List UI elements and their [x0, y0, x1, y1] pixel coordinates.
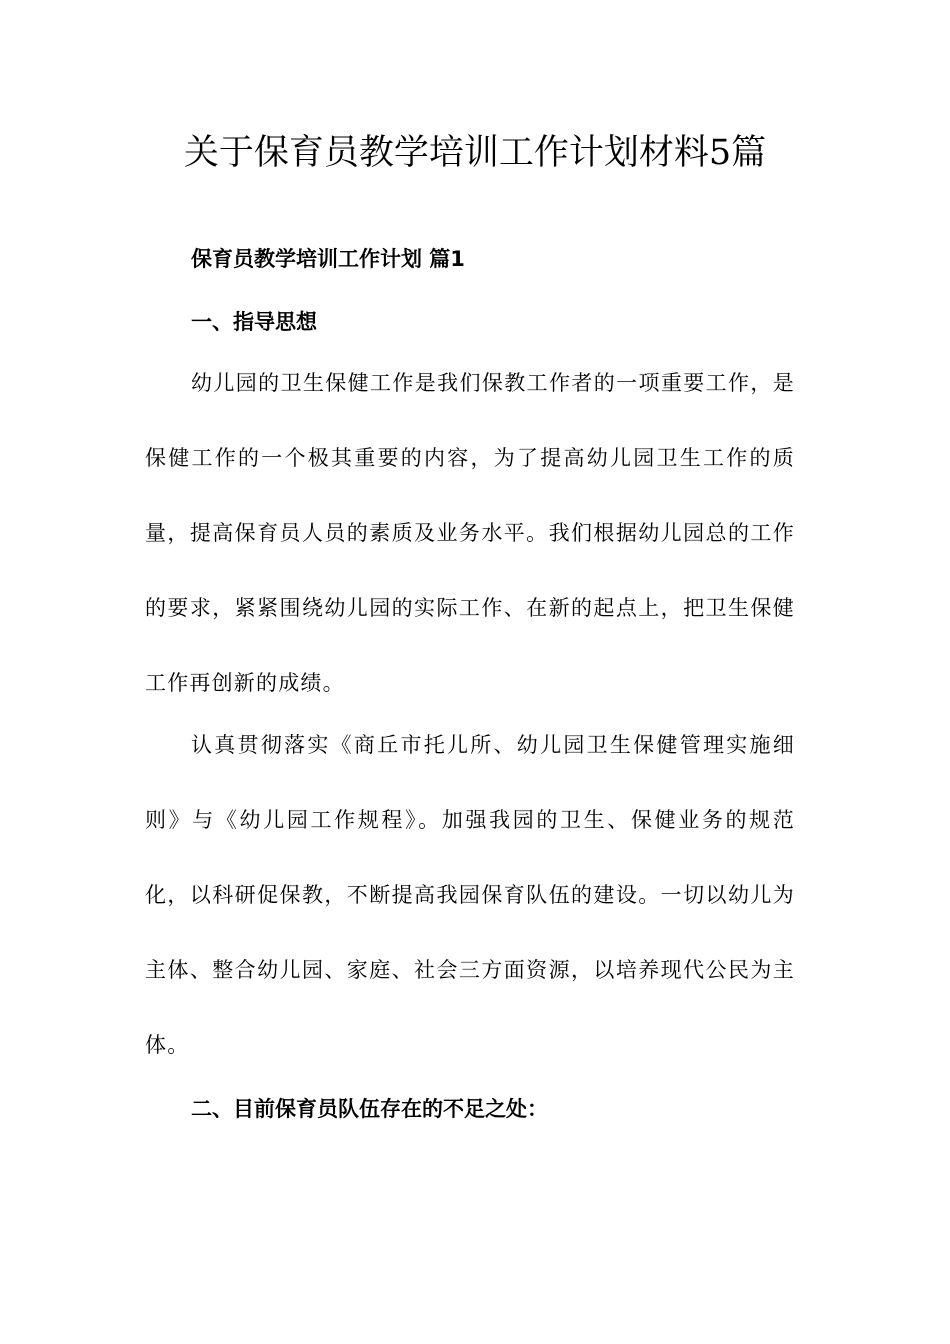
section-title: 保育员教学培训工作计划 篇1 — [191, 247, 465, 271]
paragraph-intro: 幼儿园的卫生保健工作是我们保教工作者的一项重要工作，是保健工作的一个极其重要的内容，为了提高幼儿园卫生工作的质量，提高保育员人员的素质及业务水平。我们根据幼儿园总的工作的要求，紧紧围绕幼儿园的实际工作、在新的起点上，把卫生保健工作再创新的成绩。 — [145, 371, 795, 695]
document-title: 关于保育员教学培训工作计划材料5篇 — [183, 133, 767, 173]
paragraph-implementation: 认真贯彻落实《商丘市托儿所、幼儿园卫生保健管理实施细则》与《幼儿园工作规程》。加强我园的卫生、保健业务的规范化，以科研促保教，不断提高我园保育队伍的建设。一切以幼儿为主体、整合幼儿园、家庭、社会三方面资源，以培养现代公民为主体。 — [145, 733, 795, 1057]
heading-shortcomings: 二、目前保育员队伍存在的不足之处： — [191, 1097, 548, 1121]
heading-guiding-ideology: 一、指导思想 — [191, 310, 317, 334]
